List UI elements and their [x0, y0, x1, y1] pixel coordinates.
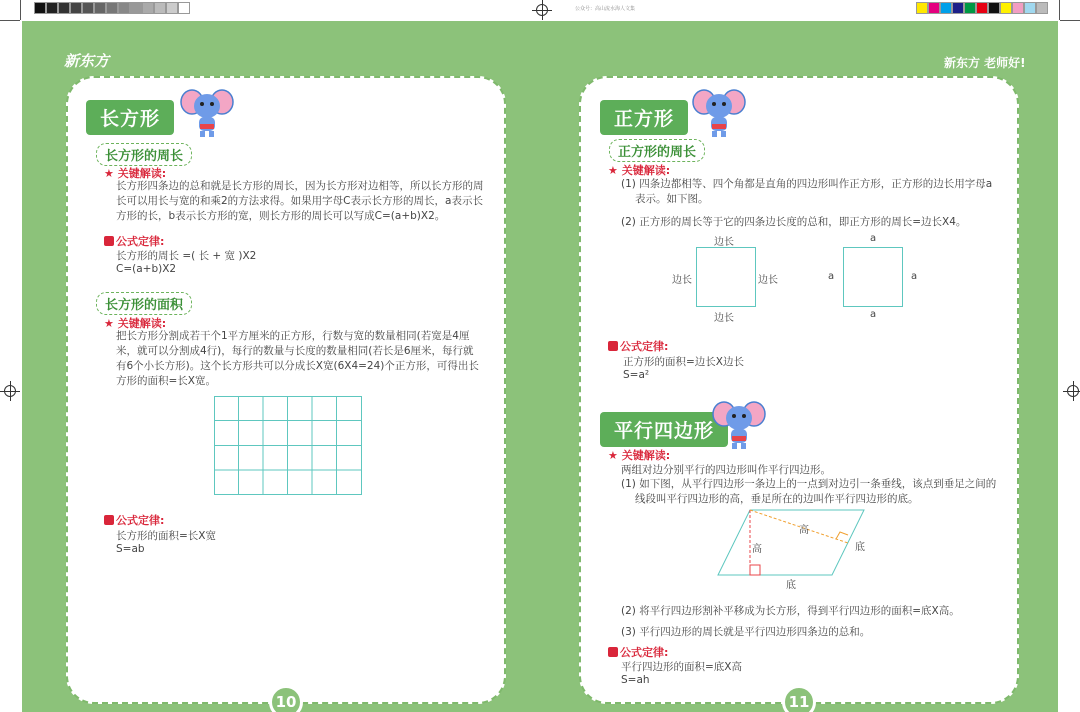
parallelogram-formula-1: 平行四边形的面积=底X高: [621, 661, 742, 673]
rect-perimeter-text: 长方形四条边的总和就是长方形的周长，因为长方形对边相等，所以长方形的周长可以用长与宽的和乘2的方法求得。如果用字母C表示长方形的周长，a表示长方形的长，b表示长方形的宽，则长方形的周长可以写成C=(a+b)X2。: [116, 180, 484, 222]
header-center-text: 公众号：高山流水海人文集: [575, 6, 636, 12]
star-icon: ★: [104, 167, 114, 180]
section-title-rect-perimeter: 长方形的周长: [96, 143, 192, 166]
rect-area-formula-1: 长方形的面积=长X宽: [116, 530, 216, 542]
formula-heading: 公式定律:: [608, 644, 668, 660]
square-a-right: a: [911, 271, 918, 282]
grayscale-strip: [34, 2, 190, 14]
page-title: 长方形: [86, 100, 174, 135]
grid-figure: [214, 396, 362, 495]
square-formula-1: 正方形的面积=边长X边长: [623, 356, 744, 368]
square-a-bottom: a: [870, 309, 877, 320]
parallelogram-point-2: (2) 将平行四边形割补平移成为长方形，得到平行四边形的面积=底X高。: [621, 605, 960, 617]
key-heading: ★ 关键解读:: [608, 164, 671, 177]
square-label-right: 边长: [758, 275, 778, 286]
page-number-right: 11: [782, 685, 816, 712]
square-label-top: 边长: [714, 237, 734, 248]
star-icon: ★: [608, 449, 618, 462]
color-strip: [916, 2, 1048, 14]
brand-slogan: 新东方 老师好!: [944, 56, 1026, 70]
parallelogram-formula-2: S=ah: [621, 674, 650, 686]
registration-mark-right: [1063, 381, 1080, 401]
section-title-square-perimeter: 正方形的周长: [609, 139, 705, 162]
section-title-parallelogram: 平行四边形: [600, 412, 728, 447]
formula-heading: 公式定律:: [104, 512, 164, 528]
elephant-mascot-icon: [712, 398, 766, 450]
parallelogram-base-label-1: 底: [855, 542, 865, 553]
rect-area-formula-2: S=ab: [116, 543, 145, 555]
parallelogram-intro: 两组对边分别平行的四边形叫作平行四边形。: [621, 464, 831, 476]
key-heading: ★ 关键解读:: [104, 317, 167, 330]
registration-mark-left: [0, 381, 20, 401]
square-figure-letters: [843, 247, 903, 307]
page-title: 正方形: [600, 100, 688, 135]
star-icon: ★: [104, 317, 114, 330]
square-point-2: (2) 正方形的周长等于它的四条边长度的总和，即正方形的周长=边长X4。: [621, 216, 967, 228]
pencil-icon: [104, 236, 114, 246]
logo: 新东方: [64, 52, 110, 70]
square-a-top: a: [870, 233, 877, 244]
square-label-bottom: 边长: [714, 313, 734, 324]
pencil-icon: [608, 341, 618, 351]
parallelogram-height-label-1: 高: [752, 544, 762, 555]
key-heading: ★ 关键解读:: [104, 167, 167, 180]
rect-area-text: 把长方形分割成若干个1平方厘米的正方形，行数与宽的数量相同(若宽是4厘米，就可以分割成4行)，每行的数量与长度的数量相同(若长是6厘米，每行就有6个小长方形)。这个长方形共可以分成长X宽(6X4=24)个正方形，可得出长方形的面积=长X宽。: [116, 330, 479, 387]
rect-perimeter-formula-2: C=(a+b)X2: [116, 263, 177, 275]
section-title-rect-area: 长方形的面积: [96, 292, 192, 315]
formula-heading: 公式定律:: [608, 338, 668, 354]
registration-mark-top: [532, 0, 552, 20]
parallelogram-point-3: (3) 平行四边形的周长就是平行四边形四条边的总和。: [621, 626, 871, 638]
parallelogram-height-label-2: 高: [799, 525, 809, 536]
parallelogram-point-1: (1) 如下图，从平行四边形一条边上的一点到对边引一条垂线，该点到垂足之间的线段叫平行四边形的高，垂足所在的边叫作平行四边形的底。: [621, 478, 997, 505]
square-formula-2: S=a²: [623, 369, 650, 381]
pencil-icon: [104, 515, 114, 525]
elephant-mascot-icon: [692, 86, 746, 138]
parallelogram-base-label-2: 底: [786, 580, 796, 591]
square-point-1: (1) 四条边都相等、四个角都是直角的四边形叫作正方形，正方形的边长用字母a表示。如下图。: [621, 178, 993, 205]
pencil-icon: [608, 647, 618, 657]
rect-perimeter-formula-1: 长方形的周长 =( 长 + 宽 )X2: [116, 250, 257, 262]
key-heading: ★ 关键解读:: [608, 449, 671, 462]
parallelogram-figure: [712, 506, 872, 580]
page-number-left: 10: [269, 685, 303, 712]
elephant-mascot-icon: [180, 86, 234, 138]
square-figure-words: [696, 247, 756, 307]
square-label-left: 边长: [672, 275, 692, 286]
square-a-left: a: [828, 271, 835, 282]
formula-heading: 公式定律:: [104, 233, 164, 249]
star-icon: ★: [608, 164, 618, 177]
